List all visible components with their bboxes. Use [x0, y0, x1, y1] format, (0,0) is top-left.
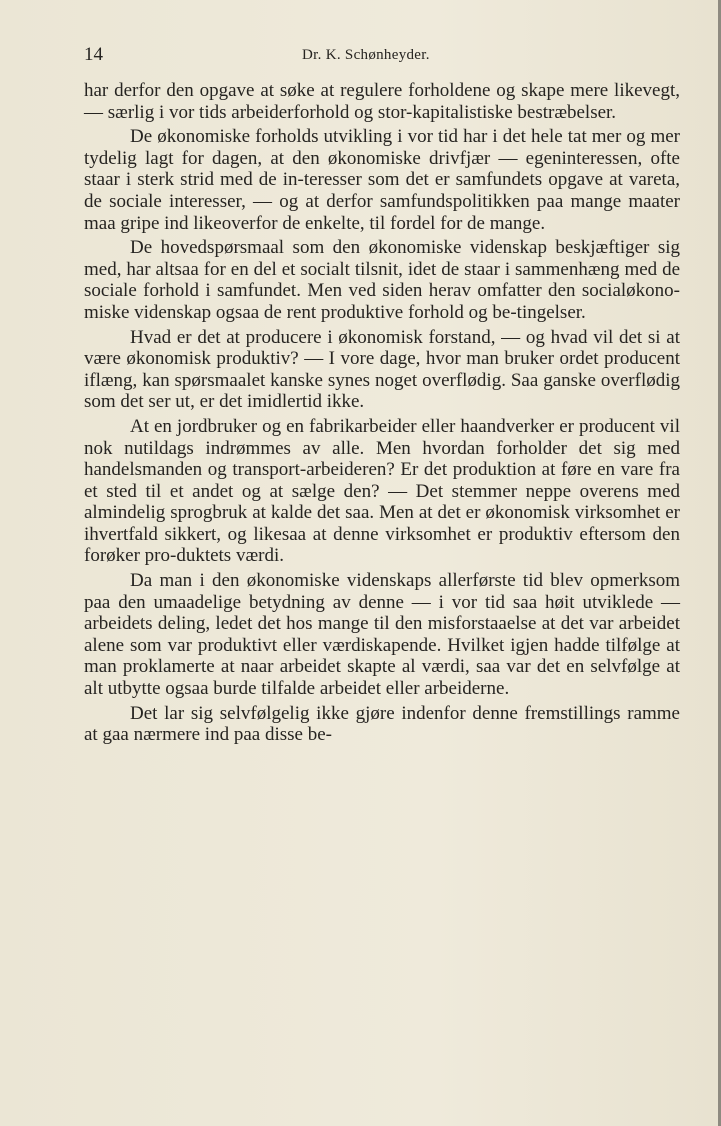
paragraph: Da man i den økonomiske videnskaps allerførste tid blev opmerksom paa den umaadelige betydning av denne — i vor tid saa høit utviklede — arbeidets deling, ledet det hos mange til den misforstaaelse at det var arbeidet alene som var produktivt eller værdiskapende. Hvilket igjen hadde tilfølge at man proklamerte at naar arbeidet skapte al værdi, saa var det en selvfølge at alt utbytte ogsaa burde tilfalde arbeidet eller arbeiderne.	[84, 570, 680, 700]
running-head: Dr. K. Schønheyder.	[302, 47, 430, 63]
paragraph: At en jordbruker og en fabrikarbeider eller haandverker er producent vil nok nutildags indrømmes av alle. Men hvordan forholder det sig med handelsmanden og transport-arbeideren? Er det produktion at føre en vare fra et sted til et andet og at sælge den? — Det stemmer neppe overens med almindelig sprogbruk at kalde det saa. Men at det er økonomisk virksomhet er ihvertfald sikkert, og likesaa at denne virksomhet er produktiv eftersom den forøker pro-duktets værdi.	[84, 415, 680, 567]
paragraph: Hvad er det at producere i økonomisk forstand, — og hvad vil det si at være økonomisk produktiv? — I vore dage, hvor man bruker ordet producent iflæng, kan spørsmaalet kanske synes noget overflødig. Saa ganske overflødig som det ser ut, er det imidlertid ikke.	[84, 326, 680, 413]
page-header	[84, 44, 644, 74]
page-number: 14	[84, 44, 103, 65]
paragraph: Det lar sig selvfølgelig ikke gjøre indenfor denne fremstillings ramme at gaa nærmere ind paa disse be-	[84, 702, 680, 746]
paragraph: De hovedspørsmaal som den økonomiske videnskap beskjæftiger sig med, har altsaa for en del et socialt tilsnit, idet de staar i sammenhæng med de sociale forhold i samfundet. Men ved siden herav omfatter den socialøkono-miske videnskap ogsaa de rent produktive forhold og be-tingelser.	[84, 237, 680, 323]
paragraph: De økonomiske forholds utvikling i vor tid har i det hele tat mer og mer tydelig lagt for dagen, at den økonomiske drivfjær — egeninteressen, ofte staar i sterk strid med de in-teresser som det er samfundets opgave at vareta, de sociale interesser, — og at derfor samfundspolitikken paa mange maater maa gripe ind likeoverfor de enkelte, til fordel for de mange.	[84, 126, 680, 234]
page-body	[84, 80, 680, 746]
paragraph: har derfor den opgave at søke at regulere forholdene og skape mere likevegt, — særlig i vor tids arbeiderforhold og stor-kapitalistiske bestræbelser.	[84, 80, 680, 123]
